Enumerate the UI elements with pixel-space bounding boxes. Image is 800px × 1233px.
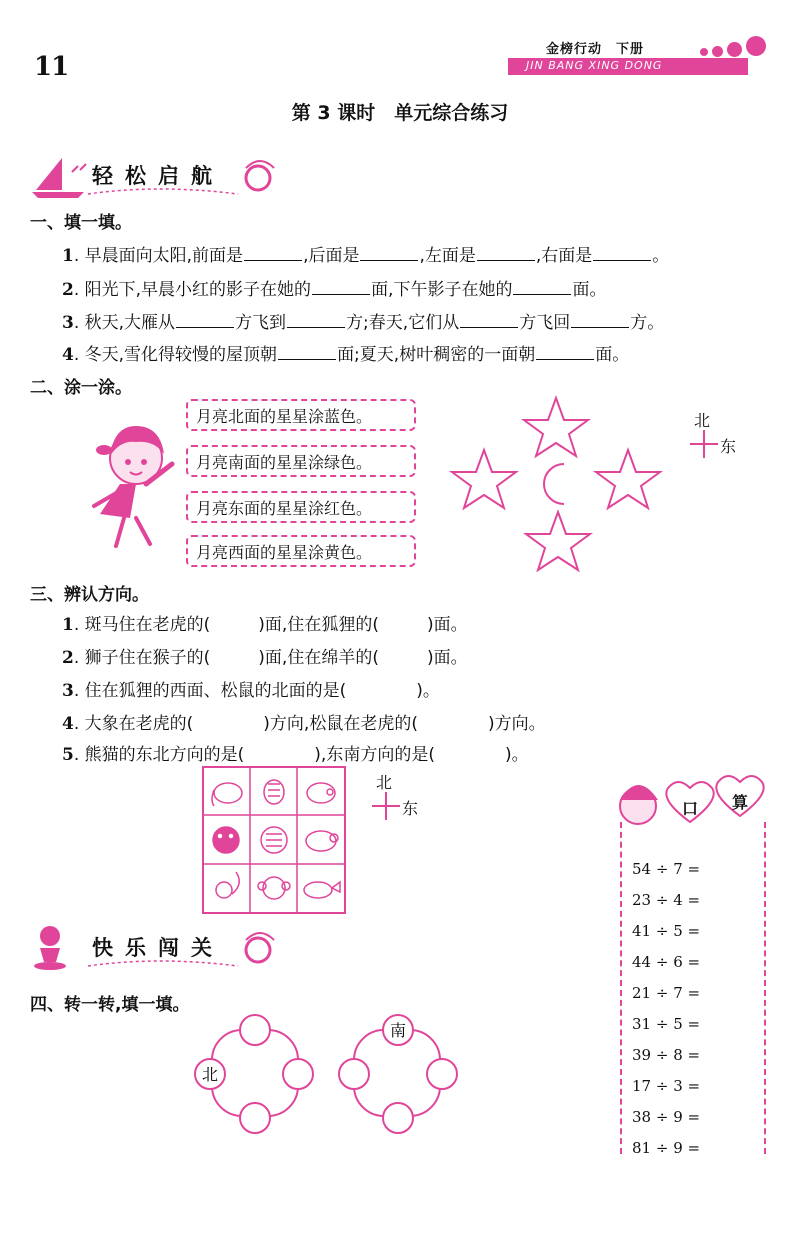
question-3-1: 1. 斑马住在老虎的( )面,住在狐狸的( )面。 <box>62 615 468 635</box>
right-circle-right <box>427 1059 457 1089</box>
compass-north-label: 北 <box>694 411 711 430</box>
oral-item: 23 ÷ 4 = <box>632 891 701 909</box>
stars-moon-figure <box>440 390 670 575</box>
oral-title-2: 算 <box>732 793 749 812</box>
right-circle-bottom <box>383 1103 413 1133</box>
monkey-icon <box>258 877 290 899</box>
star-west <box>452 450 516 508</box>
lesson-title: 第 3 课时 单元综合练习 <box>291 102 509 124</box>
ribbon-text: JIN BANG XING DONG <box>526 59 663 72</box>
question-1-4: 4. 冬天,雪化得较慢的屋顶朝 面;夏天,树叶稠密的一面朝 面。 <box>62 345 630 365</box>
question-3-4: 4. 大象在老虎的( )方向,松鼠在老虎的( )方向。 <box>62 714 546 734</box>
compass-east-label: 东 <box>720 437 737 456</box>
zebra-icon <box>264 780 284 804</box>
section2-title: 二、涂一涂。 <box>30 378 132 398</box>
question-1-2: 2. 阳光下,早晨小红的影子在她的 面,下午影子在她的 面。 <box>62 280 607 300</box>
banner-qingsong <box>28 150 298 200</box>
star-east <box>596 450 660 508</box>
pig-icon <box>307 783 335 803</box>
compass-cross-icon <box>372 792 402 822</box>
oral-item: 41 ÷ 5 = <box>632 922 701 940</box>
compass-east-label: 东 <box>402 799 419 818</box>
question-1-1: 1. 早晨面向太阳,前面是 ,后面是 ,左面是 ,右面是 。 <box>62 246 670 266</box>
right-circle-left <box>339 1059 369 1089</box>
star-north <box>524 398 588 456</box>
girl-illustration <box>84 420 184 555</box>
oral-item: 44 ÷ 6 = <box>632 953 701 971</box>
banner-title: 轻松启航 <box>92 164 224 188</box>
left-circle-bottom <box>240 1103 270 1133</box>
oral-item: 39 ÷ 8 = <box>632 1046 701 1064</box>
page-number: 11 <box>34 52 69 82</box>
question-1-3: 3. 秋天,大雁从 方飞到 方;春天,它们从 方飞回 方。 <box>62 313 665 333</box>
question-3-2: 2. 狮子住在猴子的( )面,住在绵羊的( )面。 <box>62 648 468 668</box>
oral-title-1: 口 <box>682 799 699 818</box>
oral-item: 81 ÷ 9 = <box>632 1139 701 1157</box>
left-circle-top <box>240 1015 270 1045</box>
decorative-dots <box>700 36 770 62</box>
sheep-icon <box>306 831 338 851</box>
instruction-west: 月亮西面的星星涂黄色。 <box>186 535 416 567</box>
series-title: 金榜行动 下册 <box>546 42 645 57</box>
section4-title: 四、转一转,填一填。 <box>30 995 190 1015</box>
animal-grid <box>202 766 346 914</box>
banner-kuaile <box>28 922 298 972</box>
compass-cross-icon <box>690 430 720 460</box>
oral-item: 54 ÷ 7 = <box>632 860 701 878</box>
instruction-east: 月亮东面的星星涂红色。 <box>186 491 416 523</box>
compass-1 <box>690 408 750 462</box>
instruction-south: 月亮南面的星星涂绿色。 <box>186 445 416 477</box>
left-circle-right <box>283 1059 313 1089</box>
panda-icon <box>213 827 239 853</box>
section3-title: 三、辨认方向。 <box>30 585 149 605</box>
right-south-label: 南 <box>390 1021 407 1040</box>
oral-item: 17 ÷ 3 = <box>632 1077 701 1095</box>
elephant-icon <box>212 783 242 806</box>
section1-title: 一、填一填。 <box>30 213 132 233</box>
compass-2 <box>372 770 432 824</box>
oral-item: 38 ÷ 9 = <box>632 1108 701 1126</box>
compass-north-label: 北 <box>376 773 393 792</box>
oral-item: 31 ÷ 5 = <box>632 1015 701 1033</box>
squirrel-icon <box>216 872 239 898</box>
moon-icon <box>544 464 564 504</box>
question-3-5: 5. 熊猫的东北方向的是( ),东南方向的是( )。 <box>62 745 529 765</box>
left-north-label: 北 <box>202 1065 219 1084</box>
oral-item: 21 ÷ 7 = <box>632 984 701 1002</box>
banner-title: 快乐闯关 <box>92 936 224 960</box>
instruction-north: 月亮北面的星星涂蓝色。 <box>186 399 416 431</box>
rotation-figures <box>190 1010 460 1140</box>
star-south <box>526 512 590 570</box>
tiger-icon <box>261 827 287 853</box>
question-3-3: 3. 住在狐狸的西面、松鼠的北面的是( )。 <box>62 681 440 701</box>
fox-icon <box>304 882 340 898</box>
